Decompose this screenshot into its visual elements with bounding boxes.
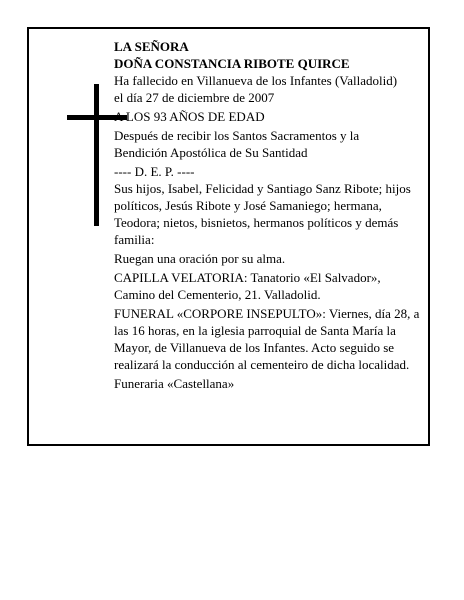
funeral-home: Funeraria «Castellana» (114, 376, 235, 391)
family-paragraph: Sus hijos, Isabel, Felicidad y Santiago Sanz Ribote; hijos políticos, Jesús Ribote y José Samaniego; hermana, Teodora; nietos, bisnietos, hermanos políticos y demás familia: (114, 181, 411, 247)
age-line: A LOS 93 AÑOS DE EDAD (114, 109, 265, 124)
death-place: Ha fallecido en Villanueva de los Infantes (Valladolid) (114, 73, 398, 88)
rip-line: ---- D. E. P. ---- (114, 164, 195, 179)
cross-icon-vertical-bar (94, 84, 99, 226)
sacraments-line-1: Después de recibir los Santos Sacramentos y la (114, 128, 360, 143)
prayer-request: Ruegan una oración por su alma. (114, 251, 286, 266)
header-title: LA SEÑORA (114, 39, 189, 54)
deceased-name: DOÑA CONSTANCIA RIBOTE QUIRCE (114, 56, 350, 71)
death-date: el día 27 de diciembre de 2007 (114, 90, 275, 105)
sacraments-line-2: Bendición Apostólica de Su Santidad (114, 145, 308, 160)
funeral-info: FUNERAL «CORPORE INSEPULTO»: Viernes, día 28, a las 16 horas, en la iglesia parroquial de Santa María la Mayor, de Villanueva de los Infantes. Acto seguido se realizará la conducción al cementeiro de dicha localidad. (114, 306, 420, 372)
chapel-info: CAPILLA VELATORIA: Tanatorio «El Salvador», Camino del Cementerio, 21. Valladolid. (114, 270, 381, 302)
obituary-text (114, 38, 424, 392)
